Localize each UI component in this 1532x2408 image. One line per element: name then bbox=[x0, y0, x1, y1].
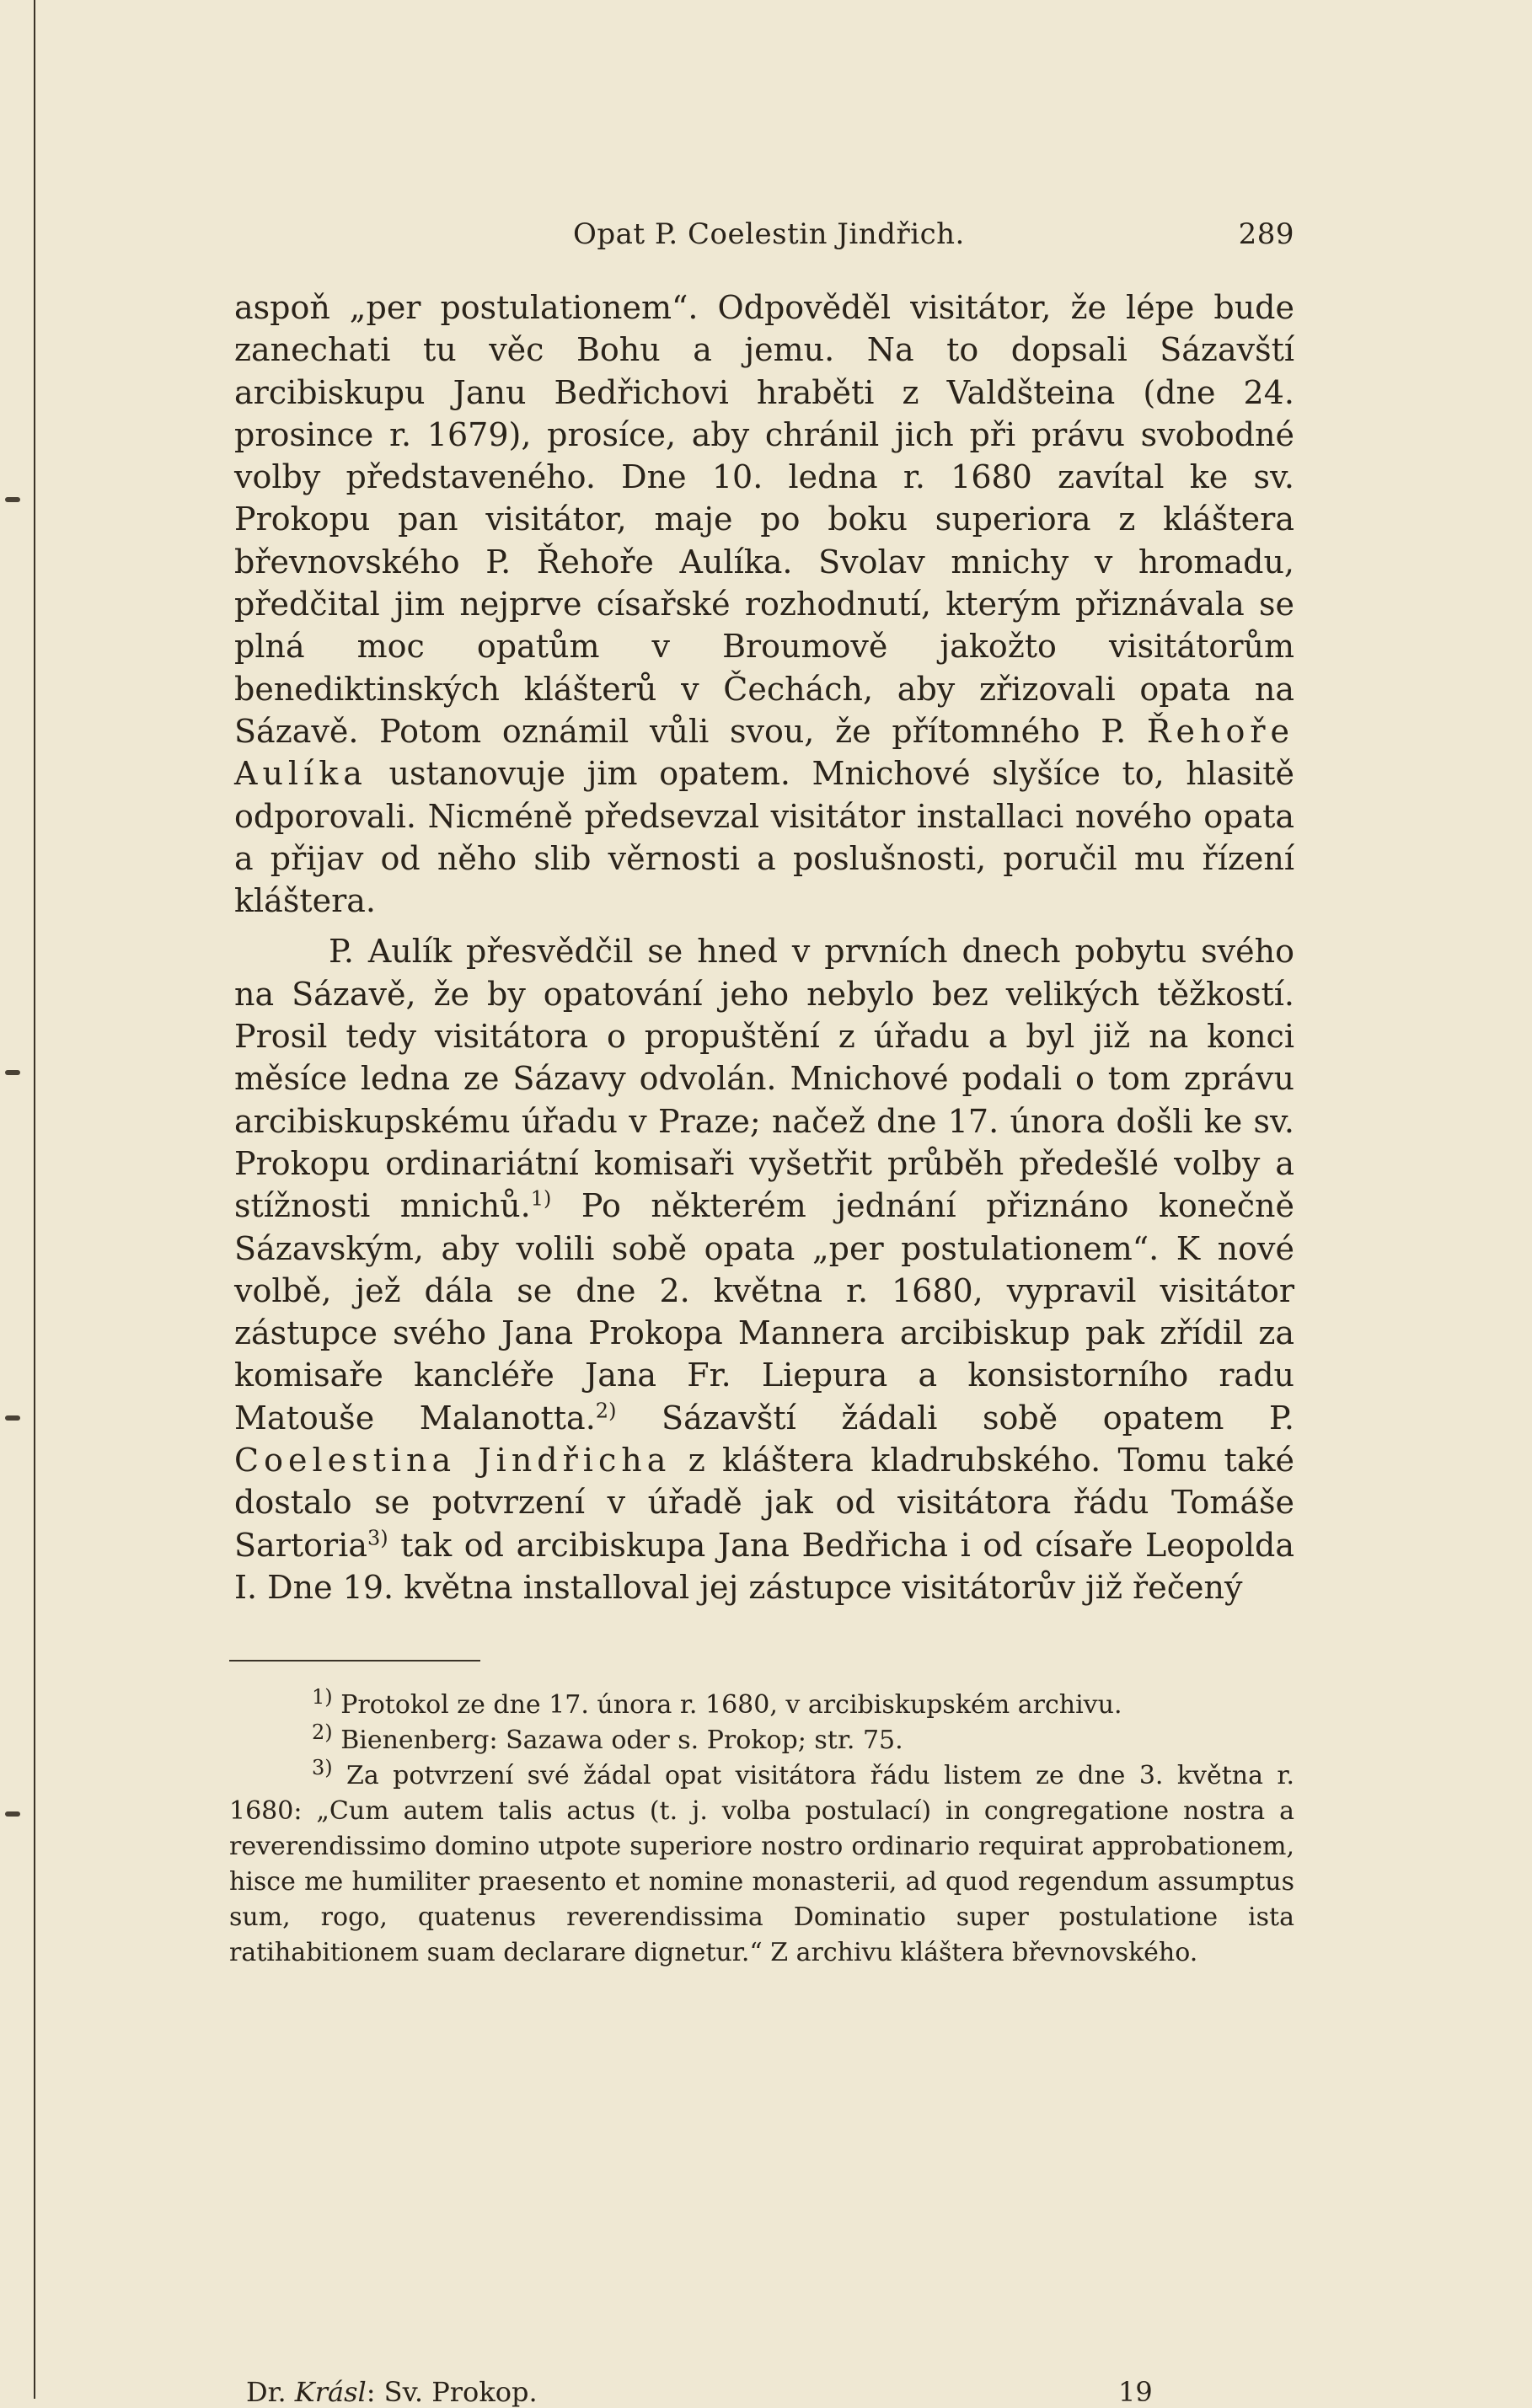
footnote-text: Za potvrzení své žádal opat visitátora řádu listem ze dne 3. května r. 1680: „Cum autem talis actus (t. j. volba postulací) in congregatione nostra a reverendissimo domino utpote superiore nostro ordinario requirat approbationem, hisce me humiliter praesento et nomine monasterii, ad quod regendum assumptus sum, rogo, quatenus reverendissima Dominatio super postulatione ista ratihabitionem suam declarare dignetur.“ Z archivu kláštera břevnovského. bbox=[229, 1761, 1294, 1967]
text-run: Sázavští žádali sobě opatem P. bbox=[662, 1399, 1294, 1437]
footnote-mark: 2) bbox=[312, 1720, 333, 1744]
footnote-rule bbox=[229, 1660, 480, 1662]
scan-edge-left bbox=[34, 0, 35, 2399]
book-signature bbox=[246, 2376, 538, 2408]
running-header bbox=[234, 217, 1294, 258]
footnote-ref: 1) bbox=[530, 1186, 552, 1211]
spaced-name: Coelestina Jindřicha bbox=[234, 1442, 672, 1480]
text-run: tak od arcibiskupa Jana Bedřicha i od císaře Leopolda I. Dne 19. května installoval jej zástupce visitátorův již řečený bbox=[234, 1526, 1294, 1606]
text-run: P. Aulík přesvědčil se hned v prvních dnech pobytu svého na Sázavě, že by opatování jeho nebylo bez velikých těžkostí. Prosil tedy visitátora o propuštění z úřadu a byl již na konci měsíce ledna ze Sázavy odvolán. Mnichové podali o tom zprávu arcibiskupskému úřadu v Praze; načež dne 17. února došli ke sv. Prokopu ordinariátní komisaři vyšetřit průběh předešlé volby a stížnosti mnichů. bbox=[234, 933, 1294, 1225]
footnote-mark: 3) bbox=[312, 1756, 333, 1779]
spaced-name: Řehoře Aulíka bbox=[234, 712, 1294, 793]
footnote-text: Protokol ze dne 17. února r. 1680, v arcibiskupském archivu. bbox=[340, 1690, 1122, 1720]
footnote-text: Bienenberg: Sazawa oder s. Prokop; str. 75. bbox=[340, 1726, 903, 1755]
author-name: Krásl bbox=[294, 2376, 367, 2408]
main-text bbox=[234, 286, 1294, 1608]
footnotes bbox=[229, 1685, 1294, 1971]
text-run: z kláštera kladrubského. Tomu také dostalo se potvrzení v úřadě jak od visitátora řádu Tomáše Sartoria bbox=[234, 1442, 1294, 1564]
signature-number: 19 bbox=[1118, 2376, 1153, 2408]
footnote bbox=[229, 1685, 1294, 1723]
footnote bbox=[229, 1720, 1294, 1758]
text-run: ustanovuje jim opatem. Mnichové slyšíce to, hlasitě odporovali. Nicméně předsevzal visitátor installaci nového opata a přijav od něho slib věrnosti a poslušnosti, poručil mu řízení kláštera. bbox=[234, 755, 1294, 920]
running-title: Opat P. Coelestin Jindřich. bbox=[573, 217, 965, 251]
text-run: Po některém jednání přiznáno konečně Sázavským, aby volili sobě opata „per postulationem“. K nové volbě, jež dála se dne 2. května r. 1680, vypravil visitátor zástupce svého Jana Prokopa Mannera arcibiskup pak zřídil za komisaře kancléře Jana Fr. Liepura a konsistorního radu Matouše Malanotta. bbox=[234, 1187, 1294, 1437]
footnote-ref: 2) bbox=[595, 1399, 617, 1423]
margin-mark bbox=[5, 1811, 20, 1817]
footnote-ref: 3) bbox=[367, 1525, 388, 1549]
margin-mark bbox=[5, 1070, 20, 1075]
page-number: 289 bbox=[1238, 217, 1294, 251]
margin-mark bbox=[5, 497, 20, 502]
paragraph-2 bbox=[234, 930, 1294, 1608]
text-run: aspoň „per postulationem“. Odpověděl visitátor, že lépe bude zanechati tu věc Bohu a jemu. Na to dopsali Sázavští arcibiskupu Janu Bedřichovi hraběti z Valdšteina (dne 24. prosince r. 1679), prosíce, aby chránil jich při právu svobodné volby představeného. Dne 10. ledna r. 1680 zavítal ke sv. Prokopu pan visitátor, maje po boku superiora z kláštera břevnovského P. Řehoře Aulíka. Svolav mnichy v hromadu, předčital jim nejprve císařské rozhodnutí, kterým přiznávala se plná moc opatům v Broumově jakožto visitátorům benediktinských klášterů v Čechách, aby zřizovali opata na Sázavě. Potom oznámil vůli svou, že přítomného P. bbox=[234, 289, 1294, 750]
book-title: : Sv. Prokop. bbox=[366, 2376, 538, 2408]
footnote bbox=[229, 1758, 1294, 1971]
paragraph-1 bbox=[234, 286, 1294, 922]
margin-mark bbox=[5, 1415, 20, 1421]
author-prefix: Dr. bbox=[246, 2376, 287, 2408]
footnote-mark: 1) bbox=[312, 1685, 333, 1709]
